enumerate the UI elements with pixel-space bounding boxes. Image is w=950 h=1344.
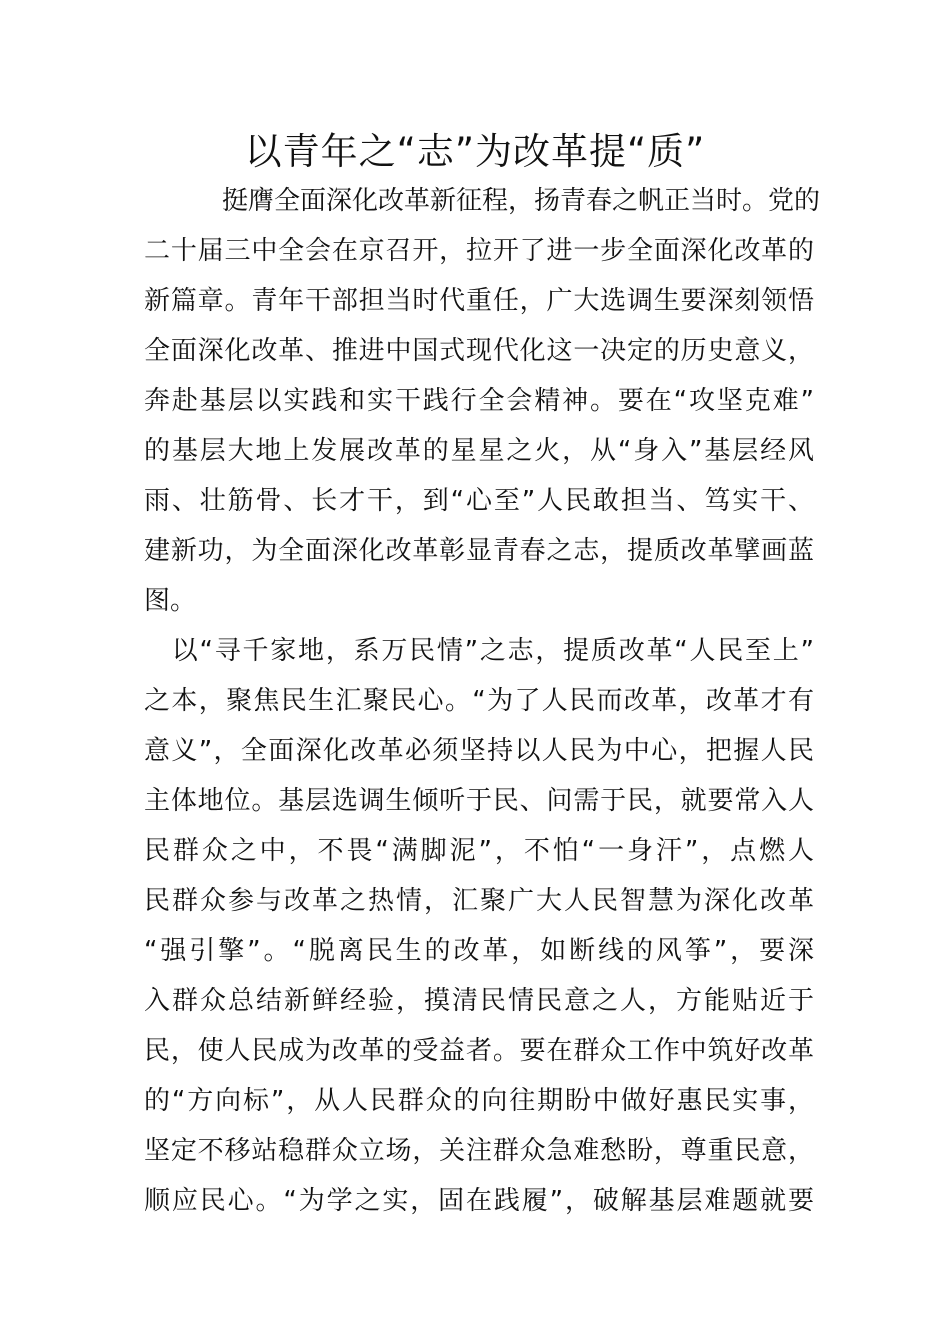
paragraph-line: 以“寻千家地，系万民情”之志，提质改革“人民至上”	[144, 636, 814, 666]
paragraph-line: 意义”，全面深化改革必须坚持以人民为中心，把握人民	[144, 736, 814, 766]
paragraph-line: 二十届三中全会在京召开，拉开了进一步全面深化改革的	[144, 236, 814, 266]
paragraph-line: 的基层大地上发展改革的星星之火，从“身入”基层经风	[144, 436, 814, 466]
paragraph-line: 民群众参与改革之热情，汇聚广大人民智慧为深化改革	[144, 886, 814, 916]
paragraph-line: 图。	[144, 586, 197, 616]
paragraph-line: 雨、壮筋骨、长才干，到“心至”人民敢担当、笃实干、	[144, 486, 814, 516]
paragraph-line: 之本，聚焦民生汇聚民心。“为了人民而改革，改革才有	[144, 686, 814, 716]
paragraph-line: 建新功，为全面深化改革彰显青春之志，提质改革擘画蓝	[144, 536, 814, 566]
paragraph-line: 民，使人民成为改革的受益者。要在群众工作中筑好改革	[144, 1036, 814, 1066]
paragraph-line: “强引擎”。“脱离民生的改革，如断线的风筝”，要深	[144, 936, 814, 966]
document-title: 以青年之“志”为改革提“质”	[244, 130, 706, 173]
paragraph-line: 新篇章。青年干部担当时代重任，广大选调生要深刻领悟	[144, 286, 814, 316]
paragraph-line: 顺应民心。“为学之实，固在践履”，破解基层难题就要	[144, 1186, 814, 1216]
paragraph-line: 入群众总结新鲜经验，摸清民情民意之人，方能贴近于	[144, 986, 814, 1016]
paragraph-line: 奔赴基层以实践和实干践行全会精神。要在“攻坚克难”	[144, 386, 814, 416]
paragraph-line: 全面深化改革、推进中国式现代化这一决定的历史意义，	[144, 336, 814, 366]
paragraph-line: 民群众之中，不畏“满脚泥”，不怕“一身汗”，点燃人	[144, 836, 814, 866]
paragraph-line: 挺膺全面深化改革新征程，扬青春之帆正当时。党的	[144, 186, 821, 216]
document-body	[144, 176, 821, 1226]
paragraph-line: 坚定不移站稳群众立场，关注群众急难愁盼，尊重民意，	[144, 1136, 814, 1166]
paragraph-line: 主体地位。基层选调生倾听于民、问需于民，就要常入人	[144, 786, 814, 816]
paragraph-line: 的“方向标”，从人民群众的向往期盼中做好惠民实事，	[144, 1086, 814, 1116]
